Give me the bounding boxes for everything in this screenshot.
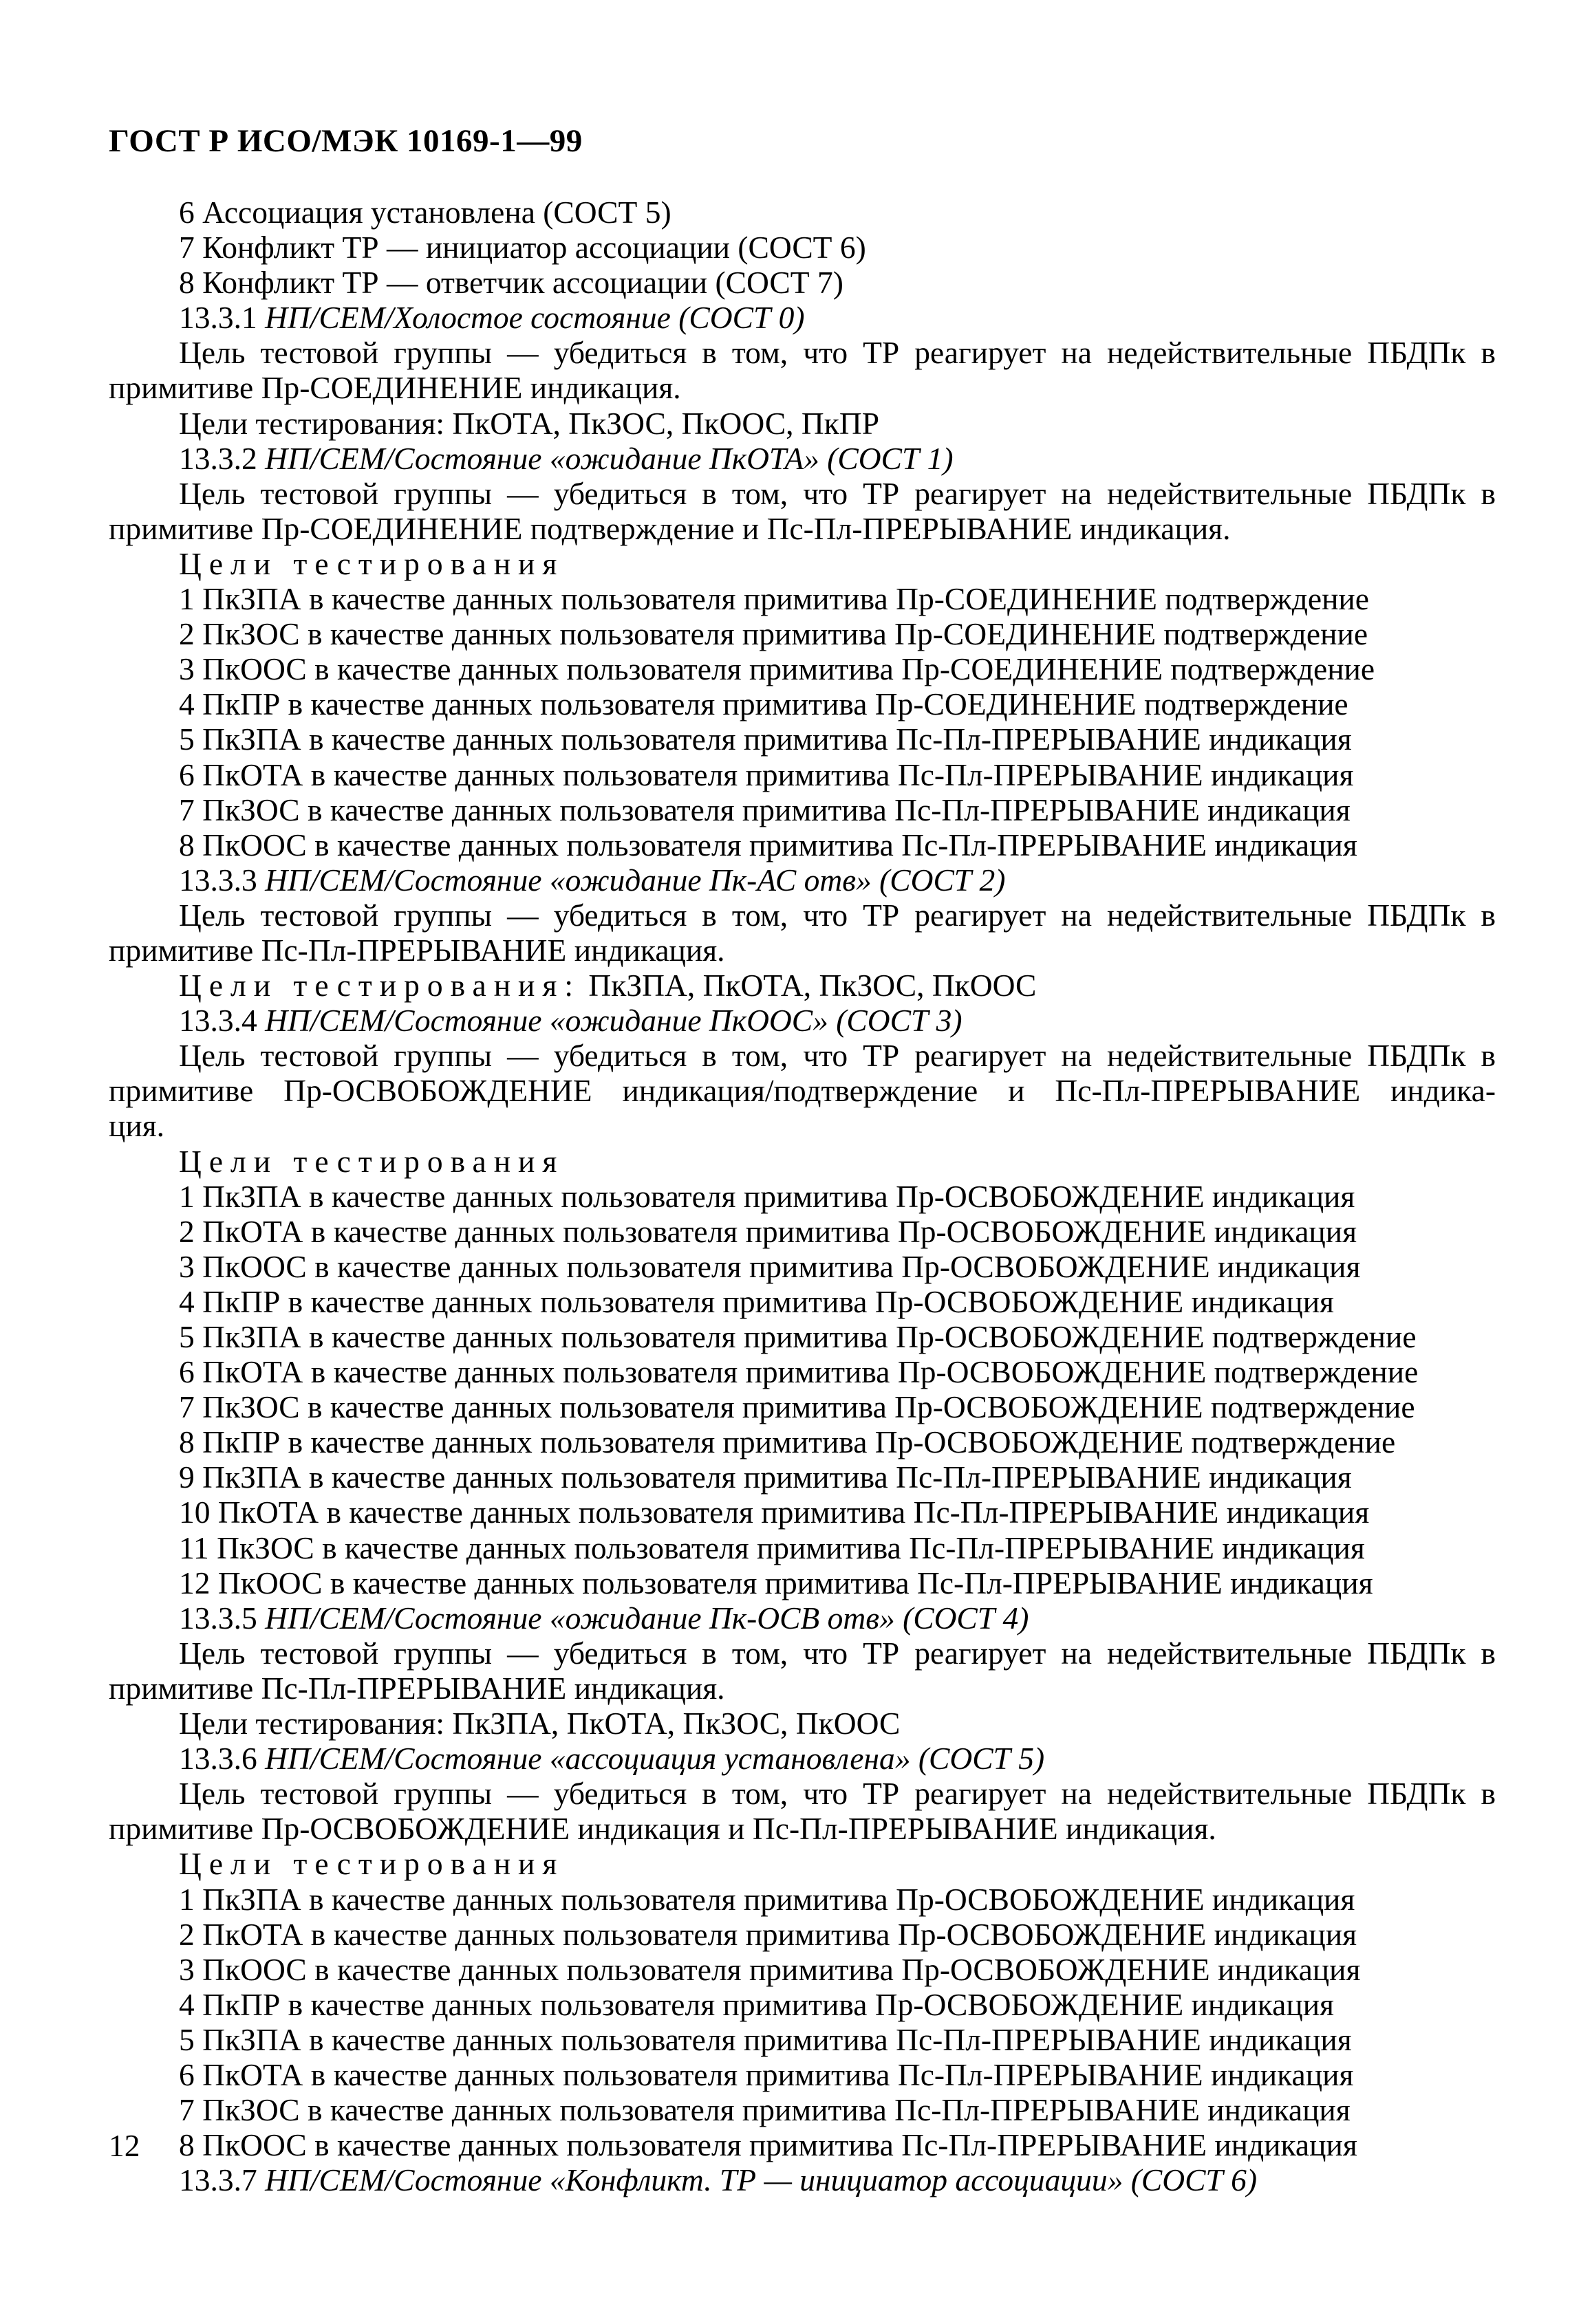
- text-line: Цель тестовой группы — убедиться в том, что ТР реагирует на недействительные ПБДПк в: [179, 475, 1496, 511]
- text-line: 1 ПкЗПА в качестве данных пользователя примитива Пр-СОЕДИНЕНИЕ подтверждение: [179, 581, 1369, 617]
- section-title: НП/СЕМ/Состояние «ожидание Пк-АС отв» (СОСТ 2): [265, 862, 1006, 898]
- text-line: 5 ПкЗПА в качестве данных пользователя примитива Пс-Пл-ПРЕРЫВАНИЕ индикация: [179, 721, 1352, 757]
- section-title: НП/СЕМ/Состояние «Конфликт. ТР — инициатор ассоциации» (СОСТ 6): [265, 2162, 1258, 2198]
- text-line: 6 ПкОТА в качестве данных пользователя примитива Пс-Пл-ПРЕРЫВАНИЕ индикация: [179, 757, 1354, 792]
- section-title: НП/СЕМ/Состояние «ожидание ПкОТА» (СОСТ 1): [265, 440, 954, 476]
- section-title: НП/СЕМ/Холостое состояние (СОСТ 0): [265, 300, 805, 336]
- text-line: 8 Конфликт ТР — ответчик ассоциации (СОСТ 7): [179, 265, 843, 301]
- section-title: НП/СЕМ/Состояние «ассоциация установлена» (СОСТ 5): [265, 1741, 1045, 1777]
- section-heading: [109, 300, 1496, 335]
- text-line: Цель тестовой группы — убедиться в том, что ТР реагирует на недействительные ПБДПк в: [179, 1038, 1496, 1074]
- text-line: Цель тестовой группы — убедиться в том, что ТР реагирует на недействительные ПБДПк в: [179, 1635, 1496, 1671]
- test-goals-heading: Цели тестирования: [179, 545, 565, 581]
- text-line: 12 ПкООС в качестве данных пользователя примитива Пс-Пл-ПРЕРЫВАНИЕ индикация: [179, 1565, 1373, 1600]
- text-line: примитиве Пс-Пл-ПРЕРЫВАНИЕ индикация.: [109, 932, 725, 968]
- text-line: 11 ПкЗОС в качестве данных пользователя примитива Пс-Пл-ПРЕРЫВАНИЕ индикация: [179, 1530, 1365, 1565]
- section-number: 13.3.4: [179, 1003, 257, 1039]
- text-line: ция.: [109, 1108, 165, 1144]
- section-heading: [109, 1600, 1496, 1636]
- text-line: 7 Конфликт ТР — инициатор ассоциации (СОСТ 6): [179, 230, 866, 265]
- test-goals-heading: Цели тестирования: [179, 1846, 565, 1882]
- page-number: 12: [109, 2128, 140, 2163]
- text-line: 7 ПкЗОС в качестве данных пользователя примитива Пс-Пл-ПРЕРЫВАНИЕ индикация: [179, 792, 1351, 827]
- text-line: 7 ПкЗОС в качестве данных пользователя примитива Пс-Пл-ПРЕРЫВАНИЕ индикация: [179, 2092, 1351, 2128]
- section-number: 13.3.2: [179, 440, 257, 476]
- text-line: 5 ПкЗПА в качестве данных пользователя примитива Пс-Пл-ПРЕРЫВАНИЕ индикация: [179, 2021, 1352, 2057]
- text-line: Цель тестовой группы — убедиться в том, что ТР реагирует на недействительные ПБДПк в: [179, 1776, 1496, 1812]
- text-line: примитиве Пр-СОЕДИНЕНИЕ индикация.: [109, 370, 681, 406]
- text-line: 7 ПкЗОС в качестве данных пользователя примитива Пр-ОСВОБОЖДЕНИЕ подтверждение: [179, 1389, 1415, 1425]
- text-line: 1 ПкЗПА в качестве данных пользователя примитива Пр-ОСВОБОЖДЕНИЕ индикация: [179, 1881, 1355, 1917]
- text-line: 3 ПкООС в качестве данных пользователя примитива Пр-ОСВОБОЖДЕНИЕ индикация: [179, 1248, 1361, 1284]
- text-line: 9 ПкЗПА в качестве данных пользователя примитива Пс-Пл-ПРЕРЫВАНИЕ индикация: [179, 1459, 1352, 1495]
- text-line: 8 ПкООС в качестве данных пользователя примитива Пс-Пл-ПРЕРЫВАНИЕ индикация: [179, 827, 1357, 862]
- text-line: Цель тестовой группы — убедиться в том, что ТР реагирует на недействительные ПБДПк в: [179, 335, 1496, 371]
- section-number: 13.3.1: [179, 300, 257, 336]
- text-line: 6 Ассоциация установлена (СОСТ 5): [179, 195, 671, 230]
- text-line: примитиве Пр-ОСВОБОЖДЕНИЕ индикация/подтверждение и Пс-Пл-ПРЕРЫВАНИЕ индика-: [109, 1073, 1496, 1109]
- text-line: 4 ПкПР в качестве данных пользователя примитива Пр-СОЕДИНЕНИЕ подтверждение: [179, 686, 1348, 722]
- text-line: 2 ПкЗОС в качестве данных пользователя примитива Пр-СОЕДИНЕНИЕ подтверждение: [179, 616, 1368, 652]
- section-heading: [109, 862, 1496, 898]
- text-line: Цель тестовой группы — убедиться в том, что ТР реагирует на недействительные ПБДПк в: [179, 897, 1496, 933]
- section-heading: [109, 441, 1496, 476]
- text-line: примитиве Пс-Пл-ПРЕРЫВАНИЕ индикация.: [109, 1670, 725, 1706]
- text-line: 1 ПкЗПА в качестве данных пользователя примитива Пр-ОСВОБОЖДЕНИЕ индикация: [179, 1178, 1355, 1214]
- section-number: 13.3.7: [179, 2162, 257, 2198]
- section-heading: [109, 2162, 1496, 2197]
- section-number: 13.3.3: [179, 862, 257, 898]
- section-heading: [109, 1741, 1496, 1776]
- text-line: 6 ПкОТА в качестве данных пользователя примитива Пс-Пл-ПРЕРЫВАНИЕ индикация: [179, 2056, 1354, 2092]
- text-line: 8 ПкПР в качестве данных пользователя примитива Пр-ОСВОБОЖДЕНИЕ подтверждение: [179, 1424, 1396, 1460]
- text-line: 10 ПкОТА в качестве данных пользователя примитива Пс-Пл-ПРЕРЫВАНИЕ индикация: [179, 1495, 1370, 1530]
- text-line: 3 ПкООС в качестве данных пользователя примитива Пр-СОЕДИНЕНИЕ подтверждение: [179, 651, 1375, 687]
- text-line: примитиве Пр-ОСВОБОЖДЕНИЕ индикация и Пс-Пл-ПРЕРЫВАНИЕ индикация.: [109, 1811, 1216, 1847]
- text-line: 8 ПкООС в качестве данных пользователя примитива Пс-Пл-ПРЕРЫВАНИЕ индикация: [179, 2127, 1357, 2163]
- text-line: 6 ПкОТА в качестве данных пользователя примитива Пр-ОСВОБОЖДЕНИЕ подтверждение: [179, 1354, 1419, 1390]
- text-line: 3 ПкООС в качестве данных пользователя примитива Пр-ОСВОБОЖДЕНИЕ индикация: [179, 1951, 1361, 1987]
- section-heading: [109, 1003, 1496, 1038]
- test-goals-list: ПкЗПА, ПкОТА, ПкЗОС, ПкООС: [580, 968, 1037, 1003]
- text-line: Цели тестирования: ПкОТА, ПкЗОС, ПкООС, ПкПР: [179, 405, 880, 441]
- text-line: примитиве Пр-СОЕДИНЕНИЕ подтверждение и Пс-Пл-ПРЕРЫВАНИЕ индикация.: [109, 510, 1231, 546]
- text-line: Цели тестирования: ПкЗПА, ПкОТА, ПкЗОС, ПкООС: [179, 1706, 901, 1741]
- text-line: 4 ПкПР в качестве данных пользователя примитива Пр-ОСВОБОЖДЕНИЕ индикация: [179, 1283, 1334, 1319]
- test-goals-label: Цели тестирования:: [179, 968, 581, 1003]
- section-number: 13.3.5: [179, 1600, 257, 1636]
- section-title: НП/СЕМ/Состояние «ожидание ПкООС» (СОСТ 3): [265, 1003, 963, 1039]
- text-line: 2 ПкОТА в качестве данных пользователя примитива Пр-ОСВОБОЖДЕНИЕ индикация: [179, 1916, 1357, 1952]
- text-line: 2 ПкОТА в качестве данных пользователя примитива Пр-ОСВОБОЖДЕНИЕ индикация: [179, 1213, 1357, 1249]
- test-goals-heading: Цели тестирования: [179, 1143, 565, 1179]
- section-number: 13.3.6: [179, 1741, 257, 1777]
- section-title: НП/СЕМ/Состояние «ожидание Пк-ОСВ отв» (СОСТ 4): [265, 1600, 1029, 1636]
- document-body: [109, 195, 1496, 2197]
- document-header: ГОСТ Р ИСО/МЭК 10169-1—99: [109, 123, 583, 159]
- text-line: 4 ПкПР в качестве данных пользователя примитива Пр-ОСВОБОЖДЕНИЕ индикация: [179, 1986, 1334, 2022]
- text-line: 5 ПкЗПА в качестве данных пользователя примитива Пр-ОСВОБОЖДЕНИЕ подтверждение: [179, 1319, 1417, 1354]
- test-goals-line: [109, 968, 1496, 1003]
